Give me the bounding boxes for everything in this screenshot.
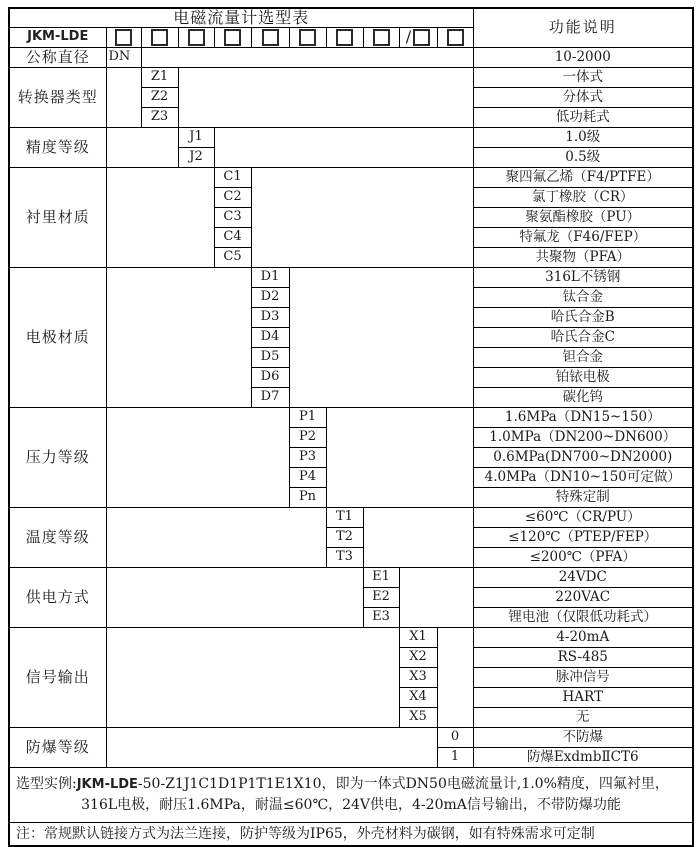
option-description: 4.0MPa（DN10~150可定做） bbox=[473, 467, 693, 487]
spacer-cell bbox=[106, 267, 251, 407]
option-description: 哈氏合金B bbox=[473, 307, 693, 327]
option-code: X3 bbox=[399, 667, 437, 687]
option-description: 聚四氟乙烯（F4/PTFE） bbox=[473, 167, 693, 187]
spacer-cell bbox=[106, 127, 178, 167]
option-description: 钛合金 bbox=[473, 287, 693, 307]
option-code: D5 bbox=[251, 347, 289, 367]
spacer-cell bbox=[106, 167, 214, 267]
spacer-cell bbox=[106, 727, 437, 767]
option-description: 特殊定制 bbox=[473, 487, 693, 507]
checkbox-icon bbox=[299, 29, 316, 46]
checkbox-icon bbox=[188, 29, 205, 46]
option-description: 0.5级 bbox=[473, 147, 693, 167]
option-code: C5 bbox=[214, 247, 251, 267]
option-row bbox=[9, 727, 693, 747]
option-code: D7 bbox=[251, 387, 289, 407]
spacer-cell bbox=[106, 67, 141, 127]
option-code: C1 bbox=[214, 167, 251, 187]
option-code: D1 bbox=[251, 267, 289, 287]
option-description: 共聚物（PFA） bbox=[473, 247, 693, 267]
option-code: E2 bbox=[363, 587, 399, 607]
checkbox-icon bbox=[262, 29, 279, 46]
selection-table bbox=[8, 7, 694, 847]
option-description: 防爆ExdmbⅡCT6 bbox=[473, 747, 693, 767]
option-code: C2 bbox=[214, 187, 251, 207]
option-code: D2 bbox=[251, 287, 289, 307]
spacer-cell bbox=[214, 127, 473, 167]
option-row bbox=[9, 127, 693, 147]
code-slot-p bbox=[289, 28, 326, 47]
option-code: X5 bbox=[399, 707, 437, 727]
option-code: P4 bbox=[289, 467, 326, 487]
function-column-header: 功能说明 bbox=[473, 8, 693, 47]
checkbox-icon bbox=[336, 29, 353, 46]
option-code: 0 bbox=[437, 727, 473, 747]
option-code: E3 bbox=[363, 607, 399, 627]
remark-note: 注：常规默认链接方式为法兰连接，防护等级为IP65，外壳材料为碳钢，如有特殊需求可定制 bbox=[9, 822, 693, 846]
option-code: D6 bbox=[251, 367, 289, 387]
slash-separator: / bbox=[405, 27, 412, 47]
option-description: HART bbox=[473, 687, 693, 707]
option-description: 锂电池（仅限低功耗式） bbox=[473, 607, 693, 627]
option-code: J1 bbox=[178, 127, 214, 147]
option-description: 聚氨酯橡胶（PU） bbox=[473, 207, 693, 227]
checkbox-icon bbox=[447, 29, 464, 46]
option-row bbox=[9, 507, 693, 527]
option-code: X2 bbox=[399, 647, 437, 667]
selection-example-note bbox=[9, 767, 693, 822]
option-code: T1 bbox=[326, 507, 363, 527]
option-row bbox=[9, 47, 693, 67]
spacer-cell bbox=[178, 67, 473, 127]
option-description: 1.0MPa（DN200~DN600） bbox=[473, 427, 693, 447]
option-description: 4-20mA bbox=[473, 627, 693, 647]
code-slot-d bbox=[251, 28, 289, 47]
example-model-name: JKM-LDE bbox=[76, 776, 138, 792]
option-row bbox=[9, 407, 693, 427]
option-code: Z3 bbox=[141, 107, 178, 127]
option-code: D4 bbox=[251, 327, 289, 347]
option-description: 分体式 bbox=[473, 87, 693, 107]
checkbox-icon bbox=[224, 29, 241, 46]
row-label-power-supply: 供电方式 bbox=[9, 567, 106, 627]
row-label-lining-material: 衬里材质 bbox=[9, 167, 106, 267]
selection-table-sheet bbox=[8, 7, 694, 847]
code-slot-ex bbox=[437, 28, 473, 47]
option-code: P3 bbox=[289, 447, 326, 467]
spacer-cell bbox=[106, 407, 289, 507]
option-description: 1.6MPa（DN15~150） bbox=[473, 407, 693, 427]
code-slot-dn bbox=[106, 28, 141, 47]
checkbox-icon bbox=[151, 29, 168, 46]
spacer-cell bbox=[141, 47, 473, 67]
option-code: T3 bbox=[326, 547, 363, 567]
option-description: ≤120℃（PTEP/FEP） bbox=[473, 527, 693, 547]
spacer-cell bbox=[251, 167, 473, 267]
option-description: 铂铱电极 bbox=[473, 367, 693, 387]
spacer-cell bbox=[106, 627, 399, 727]
option-code: Z1 bbox=[141, 67, 178, 87]
spacer-cell bbox=[437, 627, 473, 727]
code-slot-c bbox=[214, 28, 251, 47]
row-label-signal-output: 信号输出 bbox=[9, 627, 106, 727]
option-description: 钽合金 bbox=[473, 347, 693, 367]
option-row bbox=[9, 67, 693, 87]
option-code: T2 bbox=[326, 527, 363, 547]
code-slot-z bbox=[141, 28, 178, 47]
option-code: P2 bbox=[289, 427, 326, 447]
option-description: 316L不锈钢 bbox=[473, 267, 693, 287]
code-slot-j bbox=[178, 28, 214, 47]
spacer-cell bbox=[106, 567, 363, 627]
option-row bbox=[9, 627, 693, 647]
option-description: 10-2000 bbox=[473, 47, 693, 67]
spacer-cell bbox=[399, 567, 473, 627]
option-code: P1 bbox=[289, 407, 326, 427]
checkbox-icon bbox=[413, 29, 430, 46]
option-description: 1.0级 bbox=[473, 127, 693, 147]
option-description: 特氟龙（F46/FEP） bbox=[473, 227, 693, 247]
option-code: 1 bbox=[437, 747, 473, 767]
row-label-converter-type: 转换器类型 bbox=[9, 67, 106, 127]
spacer-cell bbox=[326, 407, 473, 507]
option-code: C4 bbox=[214, 227, 251, 247]
option-description: 220VAC bbox=[473, 587, 693, 607]
option-row bbox=[9, 267, 693, 287]
spacer-cell bbox=[106, 507, 326, 567]
table-title: 电磁流量计选型表 bbox=[9, 8, 473, 28]
option-description: 氯丁橡胶（CR） bbox=[473, 187, 693, 207]
row-label-temperature: 温度等级 bbox=[9, 507, 106, 567]
checkbox-icon bbox=[115, 29, 132, 46]
spacer-cell bbox=[289, 267, 473, 407]
code-slot-t bbox=[326, 28, 363, 47]
row-label-accuracy: 精度等级 bbox=[9, 127, 106, 167]
option-code: E1 bbox=[363, 567, 399, 587]
option-row bbox=[9, 567, 693, 587]
option-code: Pn bbox=[289, 487, 326, 507]
option-code: DN bbox=[106, 47, 141, 67]
model-prefix: JKM-LDE bbox=[9, 28, 106, 47]
option-description: 碳化钨 bbox=[473, 387, 693, 407]
example-line2: 316L电极，耐压1.6MPa，耐温≤60℃，24V供电，4-20mA信号输出，不带防爆功能 bbox=[81, 796, 621, 813]
option-description: 24VDC bbox=[473, 567, 693, 587]
option-description: 脉冲信号 bbox=[473, 667, 693, 687]
spacer-cell bbox=[363, 507, 473, 567]
option-description: 哈氏合金C bbox=[473, 327, 693, 347]
row-label-electrode-material: 电极材质 bbox=[9, 267, 106, 407]
option-code: X4 bbox=[399, 687, 437, 707]
option-row bbox=[9, 167, 693, 187]
option-code: C3 bbox=[214, 207, 251, 227]
example-prefix: 选型实例: bbox=[16, 775, 77, 792]
row-label-explosion-proof: 防爆等级 bbox=[9, 727, 106, 767]
row-label-diameter: 公称直径 bbox=[9, 47, 106, 67]
option-description: ≤200℃（PFA） bbox=[473, 547, 693, 567]
code-slot-x bbox=[399, 28, 437, 47]
option-description: 0.6MPa(DN700~DN2000) bbox=[473, 447, 693, 467]
code-slot-e bbox=[363, 28, 399, 47]
option-code: J2 bbox=[178, 147, 214, 167]
option-description: 不防爆 bbox=[473, 727, 693, 747]
option-description: ≤60℃（CR/PU） bbox=[473, 507, 693, 527]
option-code: Z2 bbox=[141, 87, 178, 107]
option-code: X1 bbox=[399, 627, 437, 647]
option-description: 无 bbox=[473, 707, 693, 727]
example-rest: -50-Z1J1C1D1P1T1E1X10，即为一体式DN50电磁流量计,1.0%精度，四氟衬里， bbox=[137, 775, 669, 792]
option-code: D3 bbox=[251, 307, 289, 327]
option-description: 一体式 bbox=[473, 67, 693, 87]
row-label-pressure: 压力等级 bbox=[9, 407, 106, 507]
option-description: RS-485 bbox=[473, 647, 693, 667]
option-description: 低功耗式 bbox=[473, 107, 693, 127]
checkbox-icon bbox=[373, 29, 390, 46]
